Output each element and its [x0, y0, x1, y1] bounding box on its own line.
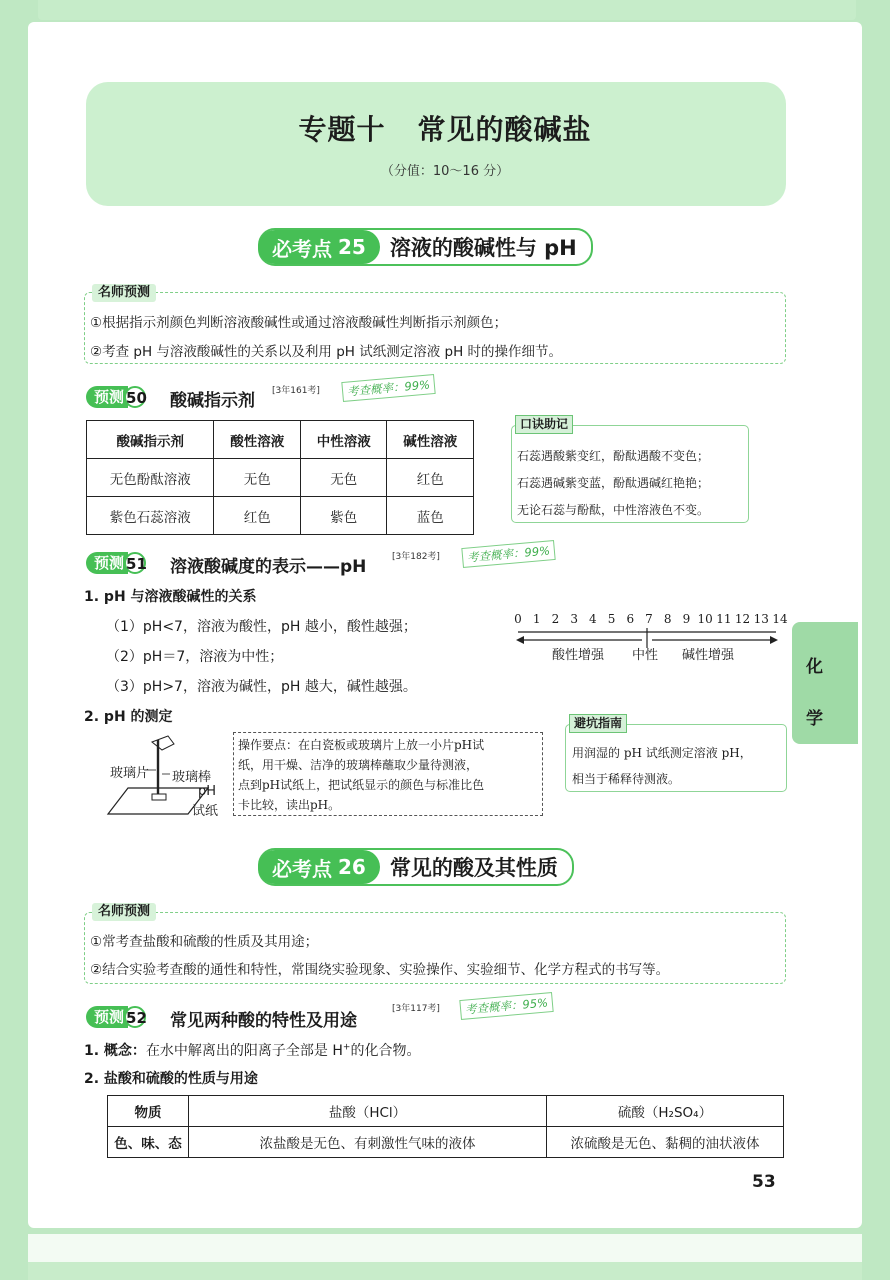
- topic-number: 专题十: [298, 113, 386, 146]
- prediction-line-2: ②考查 pH 与溶液酸碱性的关系以及利用 pH 试纸测定溶液 pH 时的操作细节。: [90, 344, 563, 360]
- exam-frequency: [3年161考]: [272, 386, 320, 396]
- teacher-prediction-tag: 名师预测: [92, 903, 156, 921]
- ph-label: pH: [198, 784, 217, 799]
- acid-properties-table: [107, 1095, 784, 1158]
- prediction-50-title: 酸碱指示剂: [170, 391, 255, 411]
- scale-tick: 12: [734, 612, 751, 626]
- topic-name: 常见的酸碱盐: [417, 113, 592, 146]
- scale-tick: 8: [663, 612, 672, 626]
- scale-tick: 10: [697, 612, 713, 626]
- top-strip: [38, 0, 856, 20]
- operation-line-2: 纸，用干燥、洁净的玻璃棒蘸取少量待测液，: [238, 758, 479, 772]
- table-header-cell: 酸性溶液: [214, 421, 301, 459]
- scale-tick: 6: [626, 612, 635, 626]
- table-header-cell: 盐酸（HCl）: [189, 1096, 547, 1127]
- table-cell: 紫色石蕊溶液: [87, 497, 214, 535]
- operation-line-1: 操作要点：在白瓷板或玻璃片上放一小片pH试: [238, 738, 485, 752]
- acid-label: 酸性增强: [552, 648, 605, 663]
- scale-tick: 9: [682, 612, 691, 626]
- table-header-cell: 酸碱指示剂: [87, 421, 214, 459]
- concept-line: 1. 概念：在水中解离出的阳离子全部是 H+的化合物。: [84, 1042, 421, 1059]
- section-heading-acid-properties: 2. 盐酸和硫酸的性质与用途: [84, 1071, 258, 1087]
- hand-drawing: [152, 736, 174, 750]
- key-point-tag: 必考点 26: [258, 850, 380, 884]
- scale-tick: 3: [570, 612, 578, 626]
- prediction-line-1: ①常考查盐酸和硫酸的性质及其用途；: [90, 934, 319, 950]
- table-cell: 红色: [387, 459, 474, 497]
- indicator-table: [86, 420, 474, 535]
- subject-char-2: 学: [806, 709, 823, 729]
- next-page-strip: [28, 1262, 862, 1280]
- subject-char-1: 化: [806, 657, 823, 677]
- table-cell: 紫色: [300, 497, 387, 535]
- scale-tick: 11: [716, 612, 732, 626]
- exam-frequency: [3年182考]: [392, 552, 440, 562]
- base-arrowhead: [770, 636, 778, 644]
- subject-side-tab: [792, 622, 858, 744]
- key-point-26-banner: [258, 848, 574, 886]
- table-header-cell: 碱性溶液: [387, 421, 474, 459]
- table-header-cell: 硫酸（H₂SO₄）: [547, 1096, 784, 1127]
- glass-rod-label: 玻璃棒: [172, 770, 212, 785]
- scale-tick: 4: [589, 612, 597, 626]
- table-header-cell: 中性溶液: [300, 421, 387, 459]
- prediction-50-badge: 预测 50: [86, 386, 146, 408]
- glass-plate-label: 玻璃片: [110, 766, 150, 781]
- table-cell: 浓硫酸是无色、黏稠的油状液体: [547, 1127, 784, 1158]
- pitfall-line-1: 用润湿的 pH 试纸测定溶液 pH，: [572, 746, 752, 760]
- exam-probability: 考查概率：95%: [459, 992, 553, 1020]
- key-point-25-banner: [258, 228, 593, 266]
- ph-rule-2: （2）pH＝7，溶液为中性；: [106, 649, 284, 665]
- pitfall-tag: 避坑指南: [569, 714, 627, 733]
- page-title: [0, 108, 890, 148]
- prediction-52-badge: 预测 52: [86, 1006, 146, 1028]
- page-number: 53: [752, 1172, 776, 1192]
- section-heading-ph-relation: 1. pH 与溶液酸碱性的关系: [84, 589, 257, 605]
- table-row: [87, 497, 474, 535]
- table-cell: 红色: [214, 497, 301, 535]
- scale-tick: 2: [551, 612, 560, 626]
- table-cell: 无色: [300, 459, 387, 497]
- teacher-prediction-tag: 名师预测: [92, 284, 156, 302]
- scale-tick: 13: [753, 612, 769, 626]
- scale-tick: 14: [772, 612, 788, 626]
- scale-tick: 0: [514, 612, 522, 626]
- key-point-title: 常见的酸及其性质: [389, 856, 558, 880]
- key-point-tag: 必考点 25: [258, 230, 380, 264]
- key-point-title: 溶液的酸碱性与 pH: [389, 236, 577, 260]
- exam-frequency: [3年117考]: [392, 1004, 440, 1014]
- prediction-51-badge: 预测 51: [86, 552, 146, 574]
- operation-line-3: 点到pH试纸上，把试纸显示的颜色与标准比色: [238, 778, 485, 792]
- table-header-cell: 物质: [108, 1096, 189, 1127]
- mnemonic-line-1: 石蕊遇酸紫变红，酚酞遇酸不变色；: [517, 449, 710, 463]
- table-cell: 蓝色: [387, 497, 474, 535]
- paper-label: 试纸: [192, 804, 219, 819]
- table-cell: 浓盐酸是无色、有刺激性气味的液体: [189, 1127, 547, 1158]
- prediction-line-1: ①根据指示剂颜色判断溶液酸碱性或通过溶液酸碱性判断指示剂颜色；: [90, 315, 508, 331]
- ph-rule-3: （3）pH>7，溶液为碱性，pH 越大，碱性越强。: [106, 679, 417, 695]
- section-heading-ph-measure: 2. pH 的测定: [84, 709, 173, 725]
- table-cell: 无色酚酞溶液: [87, 459, 214, 497]
- mnemonic-line-2: 石蕊遇碱紫变蓝，酚酞遇碱红艳艳；: [517, 476, 710, 490]
- operation-line-4: 卡比较，读出pH。: [238, 798, 341, 812]
- ph-rule-1: （1）pH<7，溶液为酸性，pH 越小，酸性越强；: [106, 619, 417, 635]
- table-cell: 色、味、态: [108, 1127, 189, 1158]
- exam-probability: 考查概率：99%: [341, 374, 435, 402]
- mnemonic-tag: 口诀助记: [515, 415, 573, 434]
- acid-arrowhead: [516, 636, 524, 644]
- table-row: [108, 1127, 784, 1158]
- test-paper-drawing: [152, 794, 166, 800]
- scale-tick: 7: [645, 612, 653, 626]
- prediction-52-title: 常见两种酸的特性及用途: [170, 1011, 357, 1031]
- table-row: [87, 459, 474, 497]
- prediction-51-title: 溶液酸碱度的表示——pH: [170, 557, 367, 577]
- exam-probability: 考查概率：99%: [461, 540, 555, 568]
- prediction-line-2: ②结合实验考查酸的通性和特性，常围绕实验现象、实验操作、实验细节、化学方程式的书写等。: [90, 962, 670, 978]
- scale-tick: 1: [532, 612, 541, 626]
- scale-tick: 5: [607, 612, 616, 626]
- neutral-label: 中性: [632, 648, 659, 663]
- base-label: 碱性增强: [682, 648, 735, 663]
- score-range: （分值：10～16 分）: [380, 164, 510, 179]
- table-cell: 无色: [214, 459, 301, 497]
- pitfall-line-2: 相当于稀释待测液。: [572, 772, 681, 786]
- mnemonic-line-3: 无论石蕊与酚酞，中性溶液色不变。: [517, 503, 710, 517]
